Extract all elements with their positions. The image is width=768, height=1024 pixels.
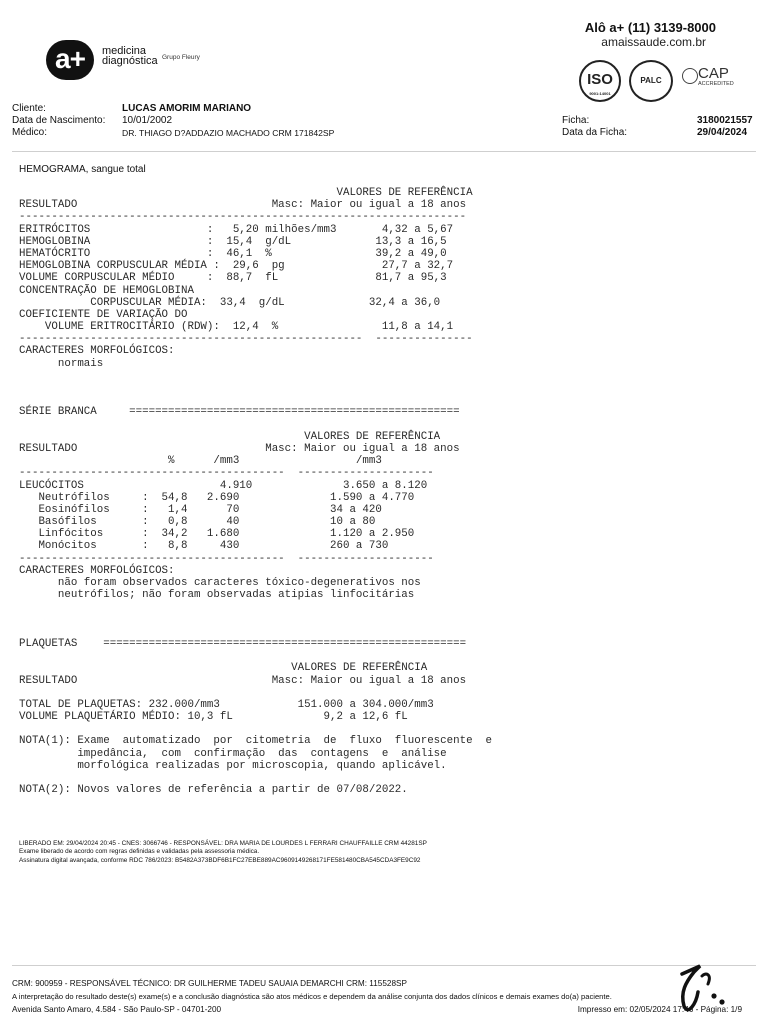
report-line: VALORES DE REFERÊNCIA — [19, 662, 428, 675]
ficha-date-label: Data da Ficha: — [562, 127, 628, 138]
report-line: CONCENTRAÇÃO DE HEMOGLOBINA — [19, 284, 194, 297]
exam-title: HEMOGRAMA, sangue total — [19, 164, 146, 175]
report-line — [19, 370, 719, 382]
report-line — [19, 394, 719, 406]
group-mark: Grupo Fleury — [162, 54, 200, 61]
report-line: % /mm3 /mm3 — [19, 455, 382, 468]
report-line: ----------------------------------------------------- --------------- — [19, 333, 473, 346]
report-line: NOTA(2): Novos valores de referência a partir de 07/08/2022. — [19, 784, 408, 797]
report-line: TOTAL DE PLAQUETAS: 232.000/mm3 151.000 a 304.000/mm3 — [19, 698, 434, 711]
report-line: HEMOGLOBINA : 15,4 g/dL 13,3 a 16,5 — [19, 235, 447, 248]
cap-seal: CAP ACCREDITED — [682, 66, 742, 96]
palc-seal: PALC — [629, 60, 673, 102]
doctor-label: Médico: — [12, 127, 48, 138]
report-line: Eosinófilos : 1,4 70 34 a 420 — [19, 503, 382, 516]
brand-logo — [46, 40, 226, 84]
release-line-3: Assinatura digital avançada, conforme RDC 786/2023: B5482A373BDF6B1FC27EBE889AC9609149268171FE581480CBA545CDA3FE9C92 — [19, 856, 421, 864]
iso-seal: ISO 9001:14001 — [579, 60, 621, 102]
brand-name: medicina diagnóstica — [102, 45, 158, 67]
birth-label: Data de Nascimento: — [12, 115, 106, 126]
report-line: Monócitos : 8,8 430 260 a 730 — [19, 540, 389, 553]
report-line: neutrófilos; não foram observadas atipias linfocitárias — [19, 589, 415, 602]
report-line: não foram observados caracteres tóxico-degenerativos nos — [19, 577, 421, 589]
client-value: LUCAS AMORIM MARIANO — [122, 103, 252, 114]
report-line — [19, 626, 719, 638]
report-line: HEMOGLOBINA CORPUSCULAR MÉDIA : 29,6 pg 27,7 a 32,7 — [19, 260, 454, 273]
client-label: Cliente: — [12, 103, 46, 114]
report-line: HEMATÓCRITO : 46,1 % 39,2 a 49,0 — [19, 247, 447, 260]
report-line — [19, 723, 719, 735]
ficha-date-value: 29/04/2024 — [697, 127, 748, 138]
footer-address: Avenida Santo Amaro, 4.584 - São Paulo-SP - 04701-200 — [12, 1005, 222, 1014]
report-line: VOLUME ERITROCITÁRIO (RDW): 12,4 % 11,8 a 14,1 — [19, 321, 454, 334]
header-divider — [12, 151, 756, 152]
report-line — [19, 650, 719, 662]
report-line: Neutrófilos : 54,8 2.690 1.590 a 4.770 — [19, 491, 415, 504]
report-line — [19, 772, 719, 784]
report-line: ERITRÓCITOS : 5,20 milhões/mm3 4,32 a 5,67 — [19, 223, 454, 236]
release-line-2: Exame liberado de acordo com regras definidas e validadas pela assessoria médica. — [19, 848, 260, 856]
doctor-value: DR. THIAGO D?ADDAZIO MACHADO CRM 171842SP — [122, 128, 335, 138]
footer-printed: Impresso em: 02/05/2024 17:46 - Página: 1/9 — [577, 1005, 742, 1014]
report-line: impedância, com confirmação das contagens e análise — [19, 747, 447, 760]
report-line: VOLUME CORPUSCULAR MÉDIO : 88,7 fL 81,7 a 95,3 — [19, 272, 447, 285]
report-line: normais — [19, 357, 104, 370]
report-line: ----------------------------------------- --------------------- — [19, 467, 434, 480]
report-line: VALORES DE REFERÊNCIA — [19, 187, 473, 199]
report-line: CARACTERES MORFOLÓGICOS: — [19, 564, 175, 577]
signature-mark — [666, 962, 734, 1018]
report-line — [19, 614, 719, 626]
report-line: SÉRIE BRANCA =================================================== — [19, 406, 460, 419]
report-line: LEUCÓCITOS 4.910 3.650 a 8.120 — [19, 479, 428, 492]
report-line — [19, 419, 719, 431]
report-body — [19, 187, 719, 796]
report-line: CARACTERES MORFOLÓGICOS: — [19, 345, 175, 358]
footer-responsible: CRM: 900959 - RESPONSÁVEL TÉCNICO: DR GUILHERME TADEU SAUAIA DEMARCHI CRM: 115528SP — [12, 979, 407, 988]
report-line: NOTA(1): Exame automatizado por citometria de fluxo fluorescente e — [19, 735, 492, 748]
report-line: ----------------------------------------- --------------------- — [19, 552, 434, 565]
contact-phone: Alô a+ (11) 3139-8000 — [584, 20, 716, 35]
ficha-label: Ficha: — [562, 115, 590, 126]
report-line: RESULTADO Masc: Maior ou igual a 18 anos — [19, 442, 460, 455]
report-line: RESULTADO Masc: Maior ou igual a 18 anos — [19, 199, 467, 212]
report-line: RESULTADO Masc: Maior ou igual a 18 anos — [19, 674, 467, 687]
report-line — [19, 601, 719, 613]
birth-value: 10/01/2002 — [122, 115, 173, 126]
footer-disclaimer: A interpretação do resultado deste(s) exame(s) e a conclusão diagnóstica são atos médicos e dependem da análise conjunta dos dados clínicos e demais exames do(a) paciente. — [12, 992, 612, 1001]
cap-globe-icon — [682, 68, 698, 84]
report-line: VALORES DE REFERÊNCIA — [19, 430, 441, 443]
report-line — [19, 687, 719, 699]
brand-symbol: a+ — [46, 40, 94, 80]
report-line: Linfócitos : 34,2 1.680 1.120 a 2.950 — [19, 528, 415, 541]
report-line: PLAQUETAS ======================================================== — [19, 637, 467, 650]
report-line: --------------------------------------------------------------------- — [19, 211, 467, 224]
report-line: VOLUME PLAQUETÁRIO MÉDIO: 10,3 fL 9,2 a 12,6 fL — [19, 711, 408, 724]
report-line: CORPUSCULAR MÉDIA: 33,4 g/dL 32,4 a 36,0 — [19, 296, 441, 309]
report-line: COEFICIENTE DE VARIAÇÃO DO — [19, 308, 188, 321]
report-line — [19, 382, 719, 394]
report-line: morfológica realizadas por microscopia, quando aplicável. — [19, 759, 447, 772]
release-info — [19, 840, 749, 865]
footer-divider — [12, 965, 756, 966]
report-line: Basófilos : 0,8 40 10 a 80 — [19, 516, 376, 529]
ficha-value: 3180021557 — [697, 115, 753, 126]
contact-site: amaissaude.com.br — [601, 35, 706, 49]
release-line-1: LIBERADO EM: 29/04/2024 20:45 - CNES: 3066746 - RESPONSÁVEL: DRA MARIA DE LOURDES L FERRARI CHAUFFAILLE CRM 44281SP — [19, 840, 427, 847]
